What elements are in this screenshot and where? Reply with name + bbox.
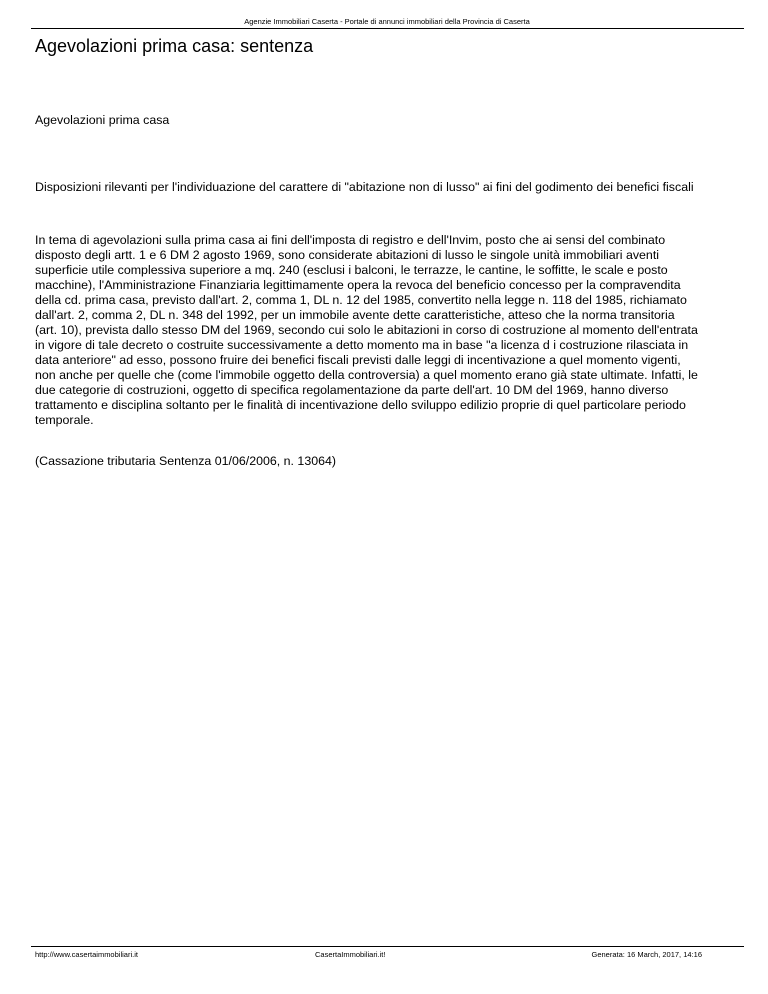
article-citation: (Cassazione tributaria Sentenza 01/06/2006, n. 13064) [35, 454, 337, 468]
article-disposizioni: Disposizioni rilevanti per l'individuazione del carattere di "abitazione non di lusso" ai fini del godimento dei benefici fiscali [35, 180, 694, 194]
footer-site-name: CasertaImmobiliari.it! [315, 950, 386, 959]
footer-generated-date: Generata: 16 March, 2017, 14:16 [591, 950, 702, 959]
body-line: non anche per quelle che (come l'immobile oggetto della controversia) a quel momento erano già state ultimate. Infatti, le [35, 368, 698, 382]
body-line: In tema di agevolazioni sulla prima casa ai fini dell'imposta di registro e dell'Invim, posto che ai sensi del combinato [35, 233, 666, 247]
body-line: disposto degli artt. 1 e 6 DM 2 agosto 1969, sono considerate abitazioni di lusso le singole unità immobiliari aventi [35, 248, 660, 262]
body-line: della cd. prima casa, previsto dall'art. 2, comma 1, DL n. 12 del 1985, convertito nella legge n. 118 del 1985, richiamato [35, 293, 687, 307]
article-title: Agevolazioni prima casa: sentenza [35, 36, 314, 56]
page-header: Agenzie Immobiliari Caserta - Portale di annunci immobiliari della Provincia di Caserta [244, 17, 530, 26]
body-line: (art. 10), prevista dallo stesso DM del 1969, secondo cui solo le abitazioni in corso di costruzione al momento dell'entrata [35, 323, 698, 337]
article-body [35, 233, 740, 428]
article-subtitle: Agevolazioni prima casa [35, 113, 170, 127]
footer-url-link[interactable]: http://www.casertaimmobiliari.it [35, 950, 138, 959]
body-line: data anteriore" ad esso, possono fruire dei benefici fiscali previsti dalle leggi di incentivazione a quel momento vigenti, [35, 353, 681, 367]
header-divider [31, 28, 744, 29]
body-line: dall'art. 2, comma 2, DL n. 348 del 1992, per un immobile avente dette caratteristiche, atteso che la norma transitoria [35, 308, 675, 322]
body-line: temporale. [35, 413, 94, 427]
body-line: in vigore di tale decreto o costruite successivamente a detto momento ma in base "a licenza d i costruzione rilasciata in [35, 338, 689, 352]
body-line: due categorie di costruzioni, oggetto di specifica regolamentazione da parte dell'art. 10 DM del 1969, hanno diverso [35, 383, 669, 397]
body-line: superficie utile complessiva superiore a mq. 240 (esclusi i balconi, le terrazze, le cantine, le soffitte, le scale e posto [35, 263, 668, 277]
body-line: macchine), l'Amministrazione Finanziaria legittimamente opera la revoca del beneficio concesso per la compravendita [35, 278, 681, 292]
body-line: trattamento e disciplina soltanto per le finalità di incentivazione dello sviluppo edilizio proprie di quel particolare periodo [35, 398, 686, 412]
footer-divider [31, 946, 744, 947]
page-footer [31, 949, 744, 961]
